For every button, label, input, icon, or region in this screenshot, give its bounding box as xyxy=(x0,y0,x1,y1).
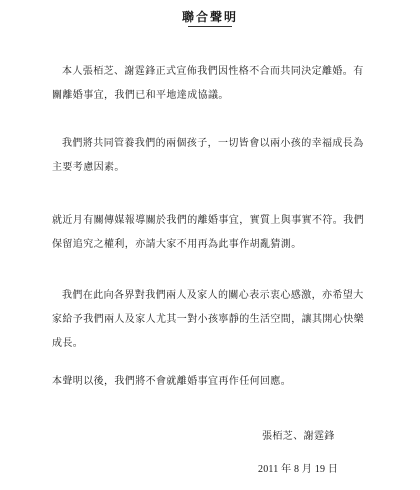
paragraph-custody: 我們將共同管養我們的兩個孩子，一切皆會以兩小孩的幸福成長為主要考慮因素。 xyxy=(52,138,364,173)
signatories: 張栢芝、謝霆鋒 xyxy=(262,431,335,442)
paragraph-thanks: 我們在此向各界對我們兩人及家人的關心表示衷心感激，亦希望大家給予我們兩人及家人尤其一對小孩寧靜的生活空間，讓其開心快樂成長。 xyxy=(52,290,364,349)
statement-date: 2011 年 8 月 19 日 xyxy=(258,464,339,475)
document-title: 聯合聲明 xyxy=(181,10,238,24)
paragraph-divorce-announcement: 本人張栢芝、謝霆鋒正式宣佈我們因性格不合而共同決定離婚。有關離婚事宜，我們已和平地達成協議。 xyxy=(52,66,364,101)
title-underline xyxy=(188,26,232,27)
paragraph-media-reports: 就近月有關傳媒報導關於我們的離婚事宜，實質上與事實不符。我們保留追究之權利，亦請大家不用再為此事作胡亂猜測。 xyxy=(52,215,364,250)
paragraph-no-further-response: 本聲明以後，我們將不會就離婚事宜再作任何回應。 xyxy=(52,376,292,387)
